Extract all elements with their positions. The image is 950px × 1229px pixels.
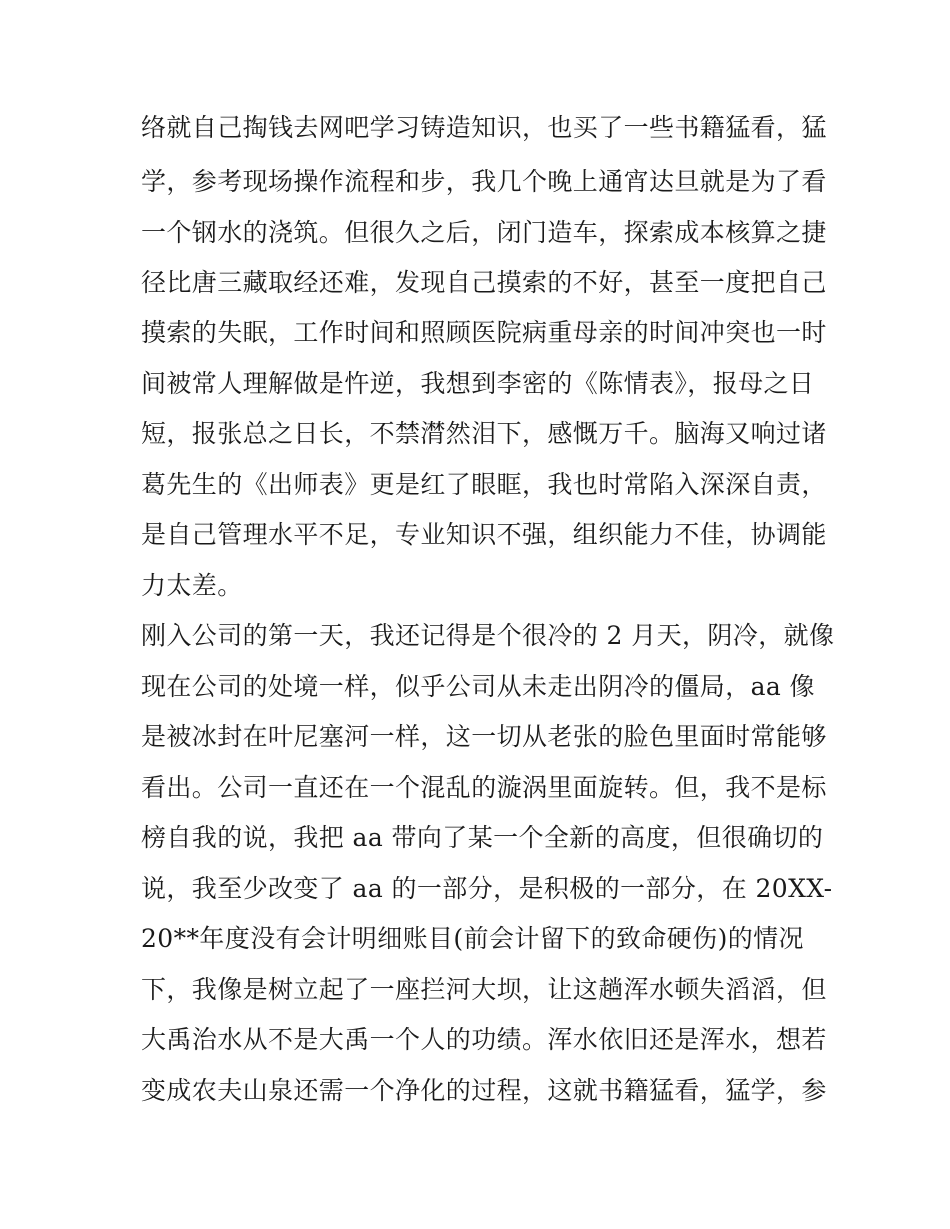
text-line: 学，参考现场操作流程和步，我几个晚上通宵达旦就是为了看 [141,167,827,196]
text-line: 间被常人理解做是忤逆，我想到李密的《陈情表》，报母之日 [141,369,815,398]
text-line: 是自己管理水平不足，专业知识不强，组织能力不佳，协调能 [141,520,827,549]
text-line: 变成农夫山泉还需一个净化的过程，这就书籍猛看，猛学，参 [141,1076,827,1105]
text-line: 现在公司的处境一样，似乎公司从未走出阴冷的僵局，aa 像 [141,672,815,701]
text-line: 看出。公司一直还在一个混乱的漩涡里面旋转。但，我不是标 [141,773,827,802]
text-line: 络就自己掏钱去网吧学习铸造知识，也买了一些书籍猛看，猛 [141,113,827,142]
text-line: 葛先生的《出师表》更是红了眼眶，我也时常陷入深深自责， [141,470,827,499]
text-line: 短，报张总之日长，不禁潸然泪下，感慨万千。脑海又响过诸 [141,419,827,448]
text-line: 是被冰封在叶尼塞河一样，这一切从老张的脸色里面时常能够 [141,722,827,751]
text-line: 一个钢水的浇筑。但很久之后，闭门造车，探索成本核算之捷 [141,218,827,247]
text-line: 说，我至少改变了 aa 的一部分，是积极的一部分，在 20XX- [141,874,833,903]
text-line: 力太差。 [141,571,243,600]
text-line: 大禹治水从不是大禹一个人的功绩。浑水依旧还是浑水，想若 [141,1025,827,1054]
text-line: 摸索的失眠，工作时间和照顾医院病重母亲的时间冲突也一时 [141,318,827,347]
text-line: 刚入公司的第一天，我还记得是个很冷的 2 月天，阴冷，就像 [141,621,835,650]
text-line: 榜自我的说，我把 aa 带向了某一个全新的高度，但很确切的 [141,823,824,852]
text-line: 径比唐三藏取经还难，发现自己摸索的不好，甚至一度把自己 [141,268,827,297]
text-line: 下，我像是树立起了一座拦河大坝，让这趟浑水顿失滔滔，但 [141,975,827,1004]
text-line: 20**年度没有会计明细账目(前会计留下的致命硬伤)的情况 [141,924,804,953]
